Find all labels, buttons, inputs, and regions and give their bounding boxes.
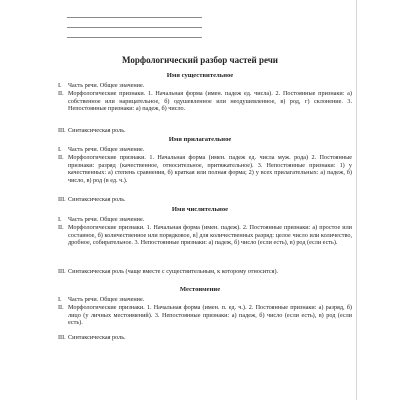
- item-number: II.: [58, 90, 64, 97]
- list-item: [58, 334, 352, 342]
- list-item: [58, 224, 352, 247]
- list-item: [58, 304, 352, 327]
- section-heading-adjective: Имя прилагательное: [168, 136, 232, 143]
- item-text: Синтаксическая роль.: [68, 334, 126, 341]
- item-number: I.: [58, 146, 62, 153]
- item-number: I.: [58, 82, 62, 89]
- list-item: [58, 146, 352, 154]
- item-text: Морфологические признаки. 1. Начальная форма (имен. падеж ед. числа муж. рода) 2. Постоянные признаки: разряд (качественное, относительное, притяжательное). 3. Непостоянные признаки: 1) у качественных: а) степень сравнения, б) краткая или полная форма; 2) у всех прилагательных: а) падеж, б) число, в) род (в ед. ч.).: [68, 154, 352, 184]
- item-number: III.: [58, 196, 66, 203]
- list-item: [58, 296, 352, 304]
- item-text: Часть речи. Общее значение.: [68, 216, 145, 223]
- list-item: [58, 90, 352, 113]
- writing-line-3: [67, 37, 202, 38]
- list-item: [58, 216, 352, 224]
- item-number: II.: [58, 154, 64, 161]
- item-text: Синтаксическая роль.: [68, 196, 126, 203]
- page-title: Морфологический разбор частей речи: [121, 55, 278, 65]
- item-text: Часть речи. Общее значение.: [68, 146, 145, 153]
- list-item: [58, 268, 352, 276]
- item-number: I.: [58, 296, 62, 303]
- list-item: [58, 127, 352, 135]
- item-number: III.: [58, 268, 66, 275]
- item-text: Часть речи. Общее значение.: [68, 296, 145, 303]
- section-heading-pronoun: Местоимение: [179, 286, 221, 293]
- item-text: Морфологические признаки. 1. Начальная форма (имен. падеж). 2. Постоянные признаки: а) простое или составное, б) количественное или порядковое, в] для количественных разряд: целое число или количество, дробное, собирательное. 3. Непостоянные признаки: а) падеж, б) число (если есть), в) род (если есть).: [68, 224, 352, 246]
- section-heading-noun: Имя существительное: [166, 72, 234, 79]
- item-number: II.: [58, 304, 64, 311]
- item-text: Синтаксическая роль.: [68, 127, 126, 134]
- item-number: III.: [58, 334, 66, 341]
- item-text: Часть речи. Общее значение.: [68, 82, 145, 89]
- list-item: [58, 154, 352, 184]
- list-item: [58, 82, 352, 90]
- item-number: II.: [58, 224, 64, 231]
- item-text: Морфологические признаки. 1. Начальная форма (имен. п. ед. ч.). 2. Постоянные признаки: а) разряд, б) лицо (у личных местоимений). 3. Непостоянные признаки: а) падеж, б) число (если есть), в) род (если есть).: [68, 304, 352, 326]
- item-number: III.: [58, 127, 66, 134]
- section-heading-numeral: Имя числительное: [171, 206, 229, 213]
- item-number: I.: [58, 216, 62, 223]
- list-item: [58, 196, 352, 204]
- item-text: Синтаксическая роль (чаще вместе с существительным, к которому относится).: [68, 268, 279, 275]
- item-text: Морфологические признаки. 1. Начальная форма (имен. падеж ед. числа). 2. Постоянные признаки: а) собственное или нарицательное, б) одушевленное или неодушевленное, в) род, г) склонение. 3. Непостоянные признаки: а) падеж, б) число.: [68, 90, 352, 112]
- writing-line-1: [67, 17, 202, 18]
- writing-line-2: [67, 27, 202, 28]
